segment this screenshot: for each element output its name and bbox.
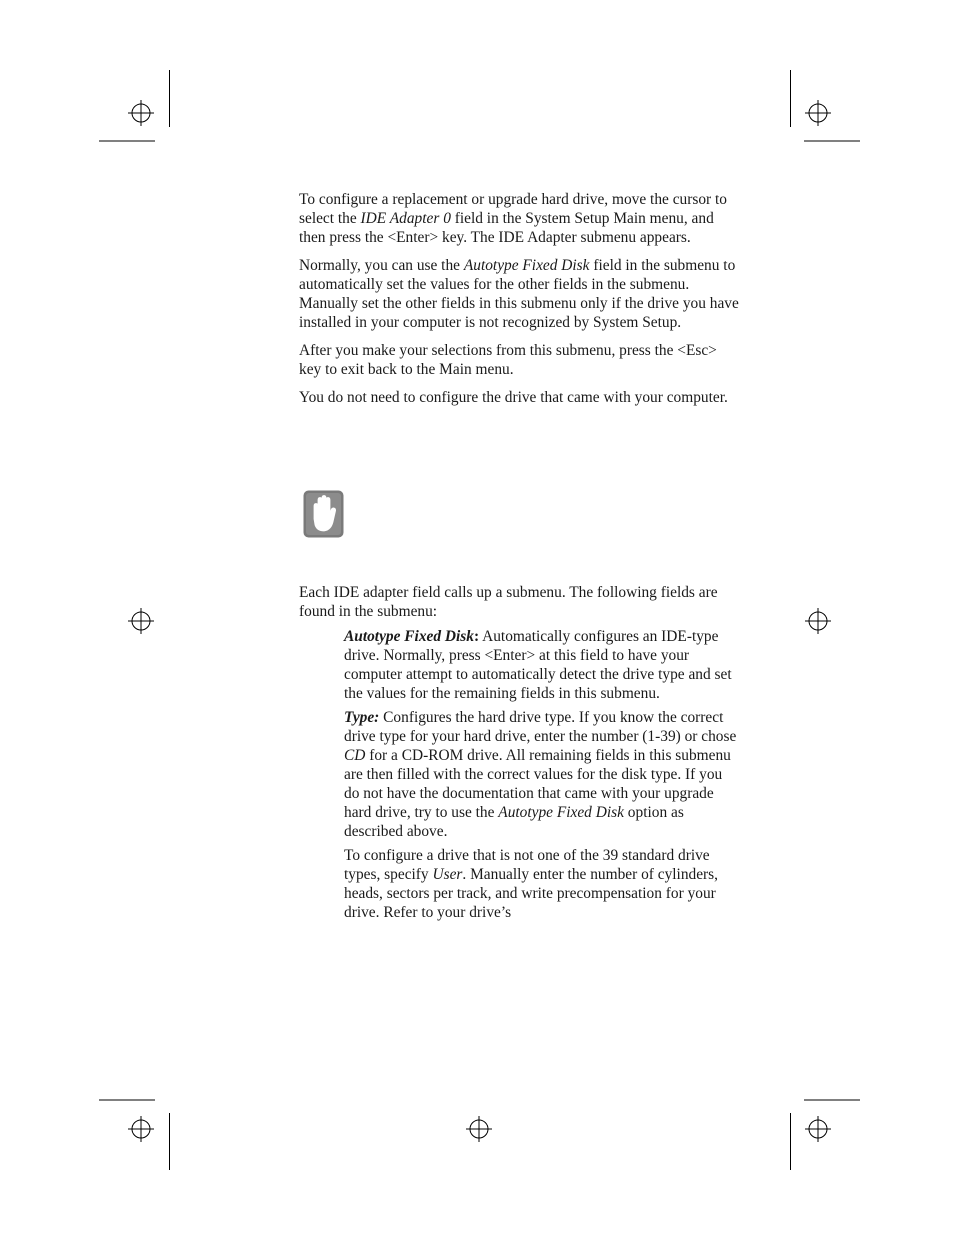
paragraph-no-need-configure: You do not need to configure the drive that came with your computer. bbox=[299, 389, 728, 406]
paragraph-autotype-usage bbox=[299, 256, 739, 332]
term-colon: : bbox=[473, 628, 480, 645]
hand-stop-icon bbox=[303, 490, 344, 538]
term-autotype-fixed-disk: Autotype Fixed Disk bbox=[344, 628, 474, 645]
text-run: To configure a replacement or upgrade hard drive, move the cursor to select the bbox=[299, 191, 727, 227]
paragraph-configure-replacement bbox=[299, 190, 739, 247]
text-run: for a CD-ROM drive. All remaining fields in this submenu are then filled with the correct values for the disk type. If you do not have the documentation that came with your upgrade hard drive, try to use the bbox=[344, 747, 731, 821]
user-option-name: User bbox=[432, 866, 463, 883]
registration-mark-bottom-left bbox=[128, 1116, 154, 1142]
text-run: Normally, you can use the bbox=[299, 257, 464, 274]
text-run: field in the System Setup Main menu, and then press the <Enter> key. The IDE Adapter submenu appears. bbox=[299, 210, 714, 246]
intro-section bbox=[299, 190, 739, 416]
text-run: Automatically configures an IDE-type drive. Normally, press <Enter> at this field to have your computer attempt to automatically detect the drive type and set the values for the remaining fields in this submenu. bbox=[344, 628, 732, 702]
field-type bbox=[344, 708, 739, 841]
registration-mark-middle-right bbox=[805, 608, 831, 634]
paragraph-submenu-intro: Each IDE adapter field calls up a submenu. The following fields are found in the submenu: bbox=[299, 584, 718, 620]
paragraph-user-type bbox=[344, 846, 739, 922]
registration-mark-top-right bbox=[805, 100, 831, 126]
registration-mark-middle-left bbox=[128, 608, 154, 634]
cd-option-name: CD bbox=[344, 747, 366, 764]
ide-adapter-field-name: IDE Adapter 0 bbox=[360, 210, 451, 227]
registration-mark-bottom-center bbox=[466, 1116, 492, 1142]
text-run: . Manually enter the number of cylinders, heads, sectors per track, and write precompensation for your drive. Refer to your drive’s bbox=[344, 866, 718, 921]
caution-hand-graphic bbox=[303, 490, 344, 538]
autotype-field-name: Autotype Fixed Disk bbox=[463, 257, 590, 274]
registration-mark-top-left bbox=[128, 100, 154, 126]
paragraph-exit-submenu: After you make your selections from this submenu, press the <Esc> key to exit back to the Main menu. bbox=[299, 342, 717, 378]
term-type: Type: bbox=[344, 709, 380, 726]
text-run: To configure a drive that is not one of the 39 standard drive types, specify bbox=[344, 847, 710, 883]
text-run: Configures the hard drive type. If you know the correct drive type for your hard drive, enter the number (1-39) or chose bbox=[344, 709, 737, 745]
autotype-option-name: Autotype Fixed Disk bbox=[498, 804, 624, 821]
text-run: option as described above. bbox=[344, 804, 684, 840]
field-autotype-fixed-disk bbox=[344, 627, 739, 703]
text-run: field in the submenu to automatically set the values for the other fields in the submenu. Manually set the other fields in this submenu only if the drive you have installed in your computer is not recognized by System Setup. bbox=[299, 257, 739, 331]
submenu-fields-section bbox=[299, 583, 739, 927]
registration-mark-bottom-right bbox=[805, 1116, 831, 1142]
